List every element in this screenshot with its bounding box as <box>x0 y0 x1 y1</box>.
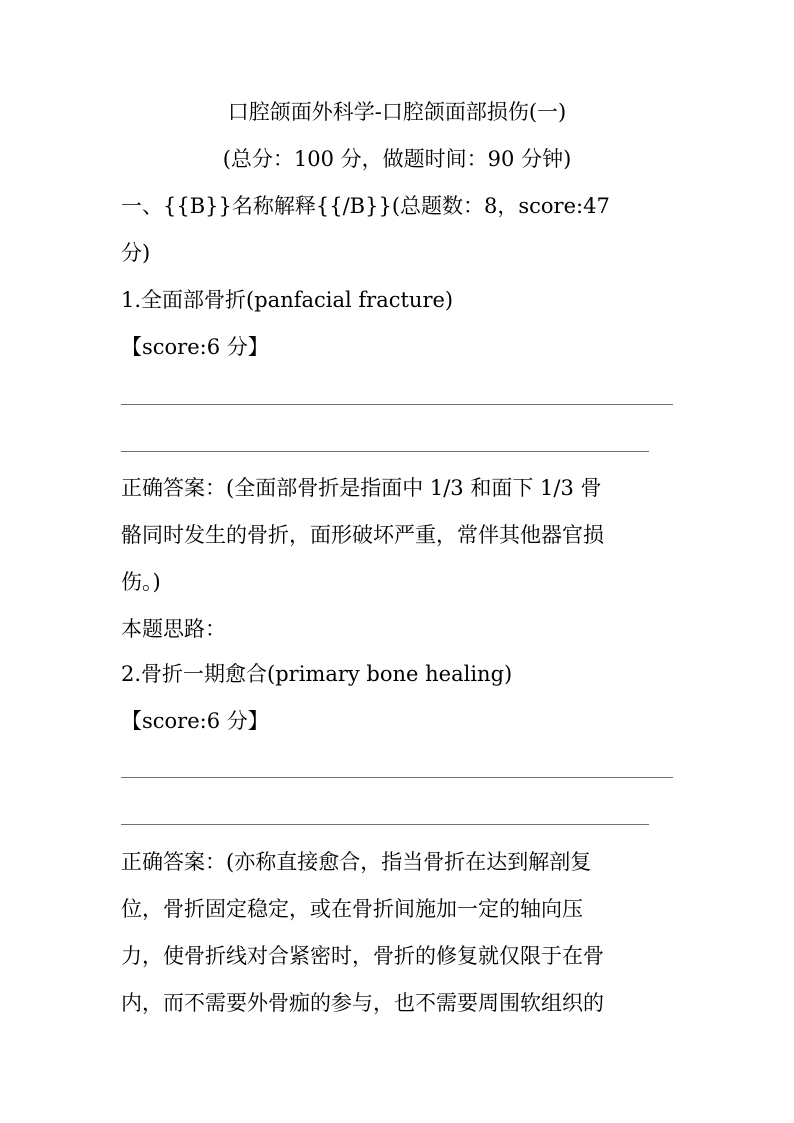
answer-blank-line <box>121 777 673 778</box>
answer-blank-line <box>121 451 649 452</box>
answer-blank-line <box>121 824 649 825</box>
question-2-answer-line: 力，使骨折线对合紧密时，骨折的修复就仅限于在骨 <box>121 944 604 968</box>
document-subtitle: (总分：100 分，做题时间：90 分钟) <box>222 147 572 171</box>
question-2-score: 【score:6 分】 <box>121 709 269 733</box>
question-1-score: 【score:6 分】 <box>121 335 269 359</box>
question-1-answer-line: 骼同时发生的骨折，面形破坏严重，常伴其他器官损 <box>121 523 604 547</box>
question-2-answer-line: 内，而不需要外骨痂的参与，也不需要周围软组织的 <box>121 991 604 1015</box>
answer-blank-line <box>121 404 673 405</box>
question-1-title: 1.全面部骨折(panfacial fracture) <box>121 288 454 312</box>
question-2-title: 2.骨折一期愈合(primary bone healing) <box>121 662 513 686</box>
question-1-answer-line: 伤。) <box>121 570 161 594</box>
section-heading: 一、{{B}}名称解释{{/B}}(总题数：8，score:47 <box>121 194 610 218</box>
question-2-answer-line: 正确答案：(亦称直接愈合，指当骨折在达到解剖复 <box>121 850 592 874</box>
document-title: 口腔颌面外科学-口腔颌面部损伤(一) <box>227 100 567 124</box>
question-2-answer-line: 位，骨折固定稳定，或在骨折间施加一定的轴向压 <box>121 897 583 921</box>
question-1-answer-line: 正确答案：(全面部骨折是指面中 1/3 和面下 1/3 骨 <box>121 476 602 500</box>
section-heading-continued: 分) <box>121 241 151 265</box>
question-1-thinking-label: 本题思路： <box>121 617 226 641</box>
